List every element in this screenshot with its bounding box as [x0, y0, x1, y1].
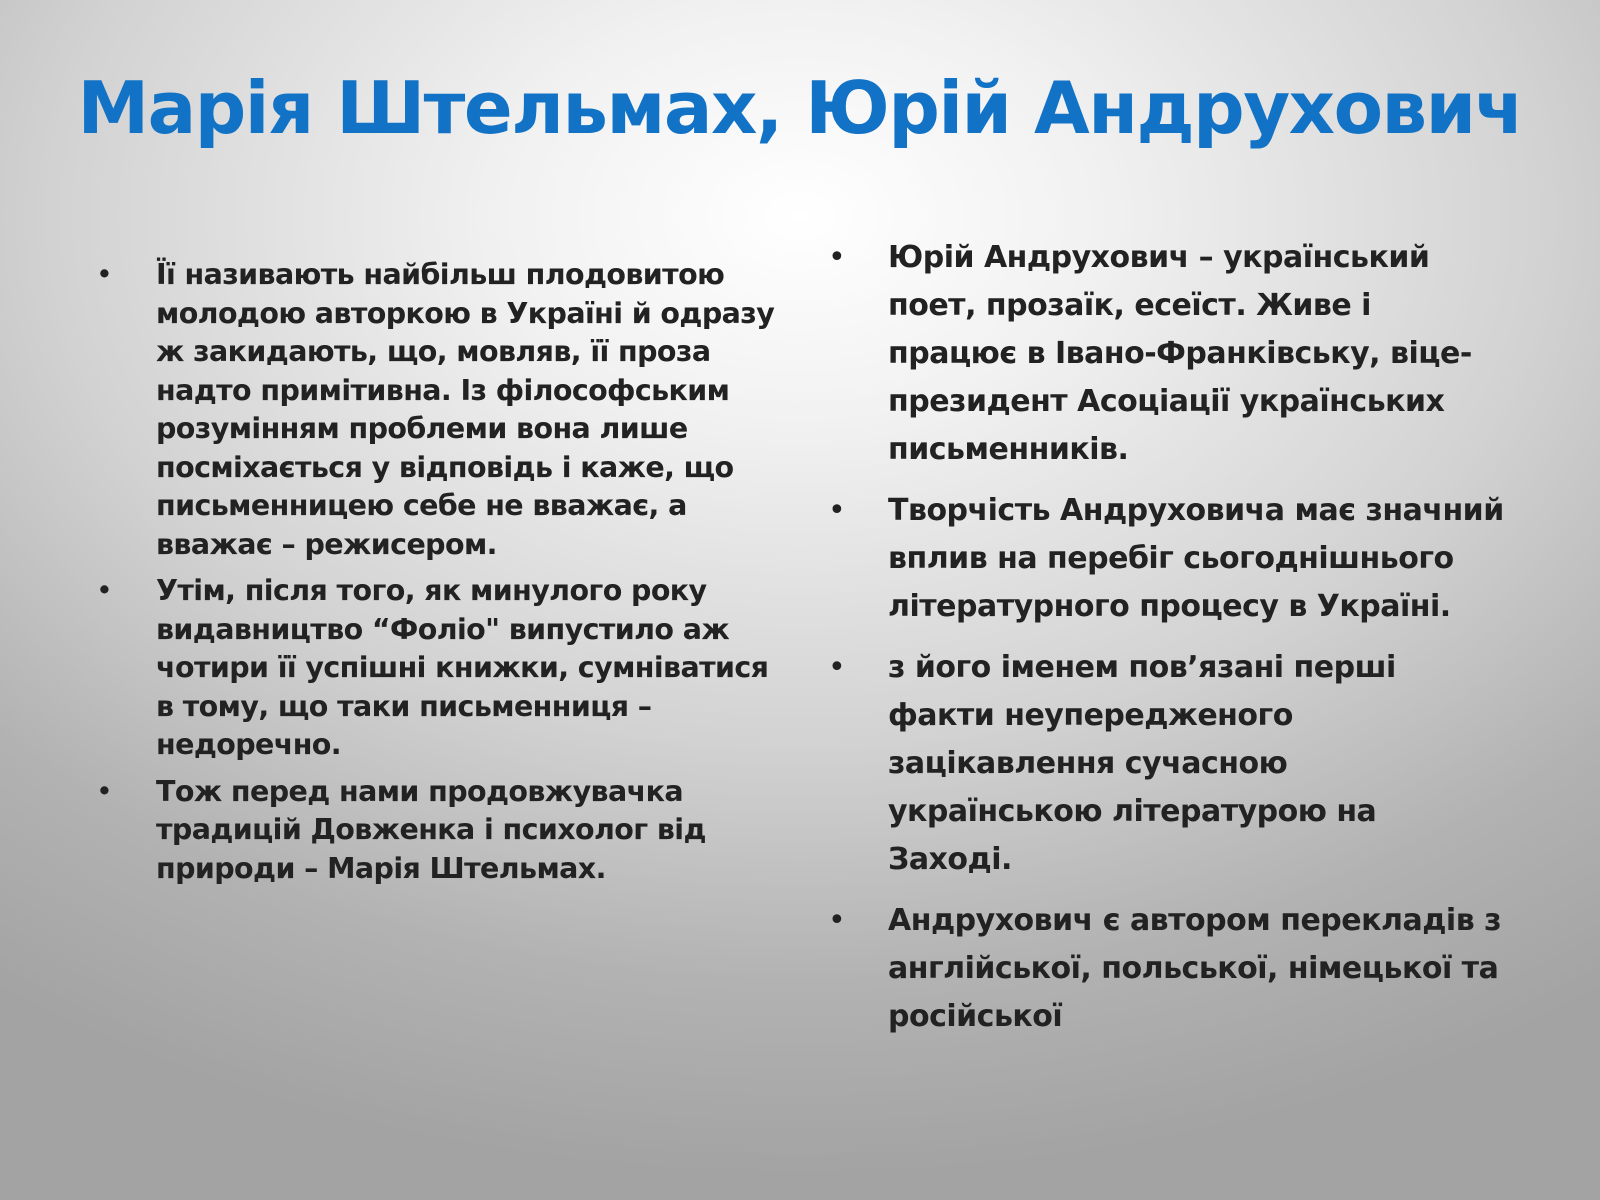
bullet-dot-icon: •: [828, 650, 846, 685]
bullet-text: Творчість Андруховича має значний вплив на перебіг сьогоднішнього літературного процесу в Україні.: [888, 493, 1504, 624]
bullet-text: Андрухович є автором перекладів з англійської, польської, німецької та російської: [888, 903, 1502, 1034]
bullet-item: [828, 487, 1508, 631]
bullet-dot-icon: •: [96, 258, 113, 291]
bullet-item: [96, 773, 776, 889]
bullet-item: [828, 234, 1508, 474]
bullet-item: [828, 644, 1508, 884]
slide-title: Марія Штельмах, Юрій Андрухович: [77, 66, 1523, 150]
bullet-text: Юрій Андрухович – український поет, прозаїк, есеїст. Живе і працює в Івано-Франківську, віце-президент Асоціації українських письменників.: [888, 240, 1472, 467]
bullet-dot-icon: •: [828, 493, 846, 528]
bullet-dot-icon: •: [96, 574, 113, 607]
bullet-dot-icon: •: [828, 903, 846, 938]
bullet-item: [96, 572, 776, 765]
bullet-dot-icon: •: [96, 774, 113, 808]
bullet-text: Тож перед нами продовжувачка традицій Довженка і психолог від природи – Марія Штельмах.: [156, 774, 706, 885]
bullet-text: Утім, після того, як минулого року видавництво “Фоліо" випустило аж чотири її успішні книжки, сумніватися в тому, що таки письменниця – недоречно.: [156, 574, 769, 761]
bullet-item: [96, 256, 776, 564]
bullet-text: з його іменем пов’язані перші факти неупередженого зацікавлення сучасною українською літературою на Заході.: [888, 650, 1396, 877]
bullet-dot-icon: •: [828, 240, 846, 275]
bullet-text: Її називають найбільш плодовитою молодою авторкою в Україні й одразу ж закидають, що, мовляв, її проза надто примітивна. Із філософським розумінням проблеми вона лише посміхається у відповідь і каже, що письменницею себе не вважає, а вважає – режисером.: [156, 258, 775, 561]
right-column-bullet-list: [828, 234, 1508, 1054]
left-column-bullet-list: [96, 256, 776, 896]
bullet-item: [828, 897, 1508, 1041]
